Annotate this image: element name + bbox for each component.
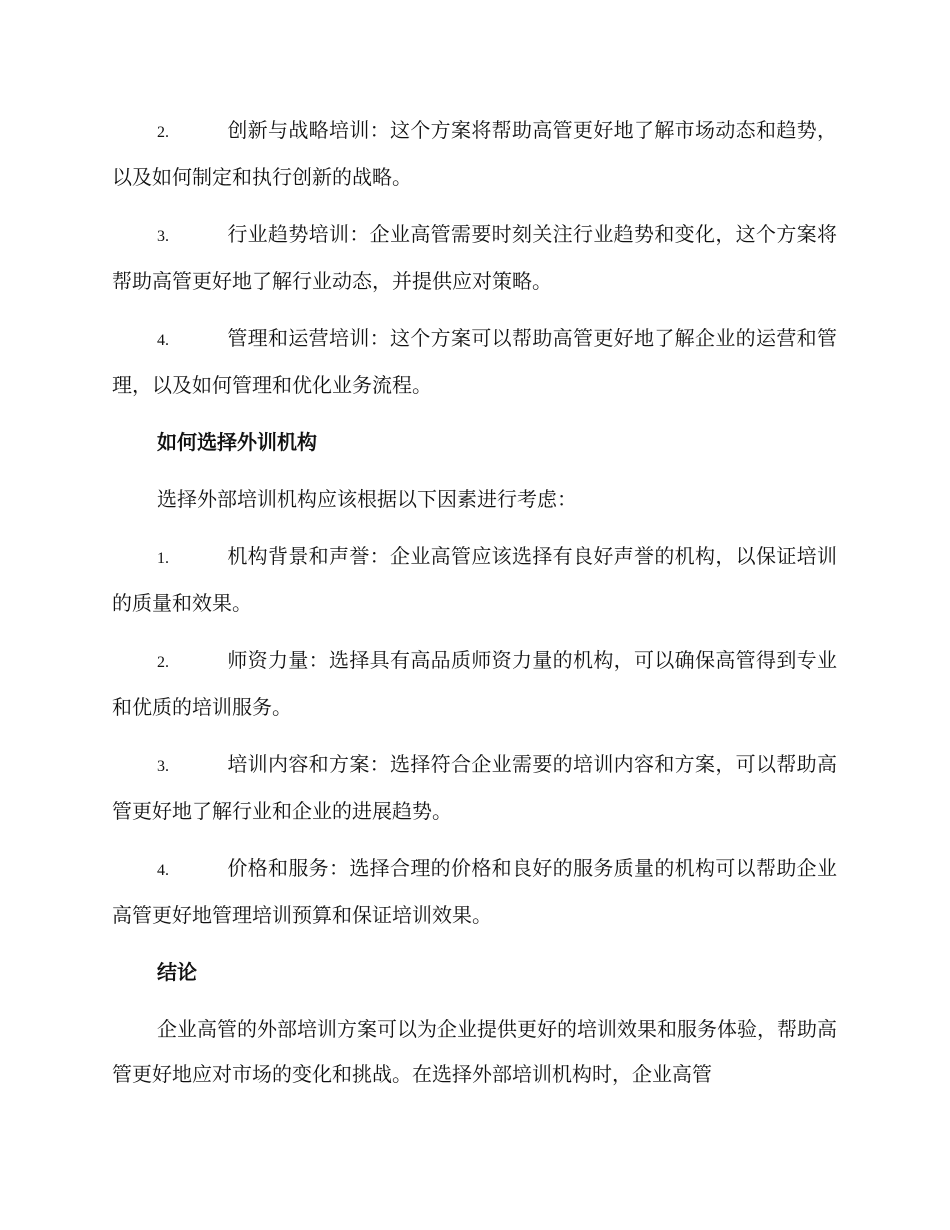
list-text: 创新与战略培训：这个方案将帮助高管更好地了解市场动态和趋势，以及如何制定和执行创新的战略。 [112, 118, 837, 189]
document-page [112, 108, 837, 1097]
intro-paragraph: 选择外部培训机构应该根据以下因素进行考虑： [157, 487, 577, 511]
list-number: 3. [157, 758, 169, 775]
list-item [112, 846, 837, 938]
list-item [112, 742, 837, 834]
list-number: 4. [157, 862, 169, 879]
list-item [112, 534, 837, 626]
list-item [112, 316, 837, 408]
list-text: 师资力量：选择具有高品质师资力量的机构，可以确保高管得到专业和优质的培训服务。 [112, 648, 837, 719]
section-heading-conclusion: 结论 [157, 960, 197, 984]
conclusion-paragraph: 企业高管的外部培训方案可以为企业提供更好的培训效果和服务体验，帮助高管更好地应对市场的变化和挑战。在选择外部培训机构时，企业高管 [112, 1017, 837, 1086]
list-item [112, 638, 837, 730]
list-text: 行业趋势培训：企业高管需要时刻关注行业趋势和变化，这个方案将帮助高管更好地了解行业动态，并提供应对策略。 [112, 222, 837, 293]
section-heading-choose-provider: 如何选择外训机构 [157, 430, 317, 454]
list-text: 价格和服务：选择合理的价格和良好的服务质量的机构可以帮助企业高管更好地管理培训预算和保证培训效果。 [112, 856, 837, 927]
list-number: 4. [157, 332, 169, 349]
list-item [112, 212, 837, 304]
list-text: 机构背景和声誉：企业高管应该选择有良好声誉的机构，以保证培训的质量和效果。 [112, 544, 837, 615]
list-number: 2. [157, 124, 169, 141]
list-number: 2. [157, 654, 169, 671]
list-item [112, 108, 837, 200]
list-number: 3. [157, 228, 169, 245]
list-text: 管理和运营培训：这个方案可以帮助高管更好地了解企业的运营和管理，以及如何管理和优化业务流程。 [112, 326, 837, 397]
list-text: 培训内容和方案：选择符合企业需要的培训内容和方案，可以帮助高管更好地了解行业和企业的进展趋势。 [112, 752, 837, 823]
list-number: 1. [157, 550, 169, 567]
